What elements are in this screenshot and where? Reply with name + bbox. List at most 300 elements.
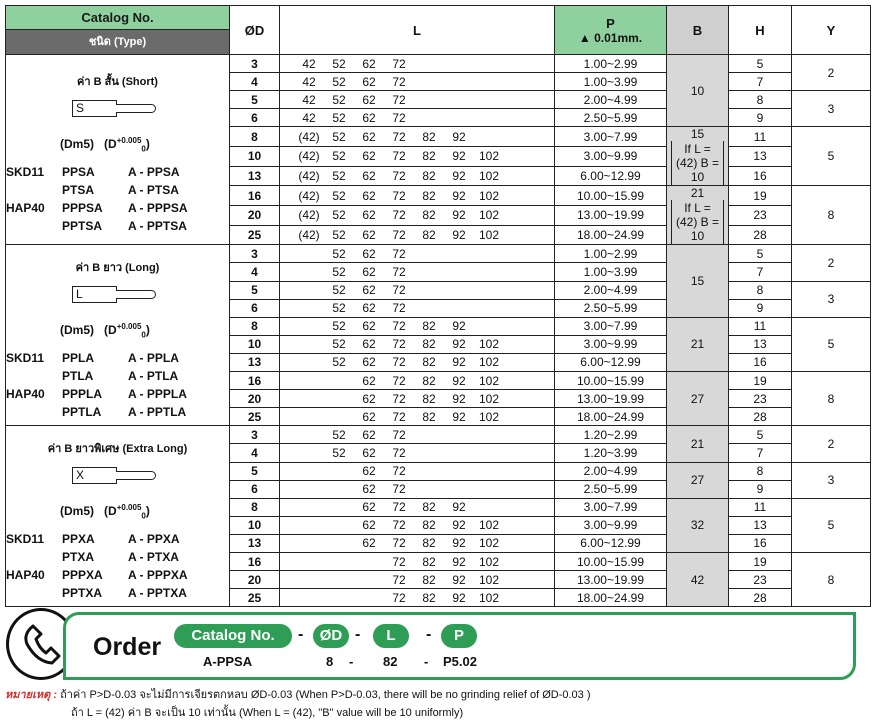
type-group: [6, 245, 230, 426]
l-cell: [280, 552, 555, 570]
up-arrow-icon: ▲: [578, 30, 591, 45]
b-note: If L = (42) B = 10: [671, 141, 724, 185]
h-cell: 13: [729, 516, 792, 534]
p-cell: 3.00~7.99: [555, 317, 667, 335]
l-value: 72: [392, 427, 406, 442]
l-value: 52: [332, 56, 346, 71]
b-value: 15: [690, 127, 705, 142]
l-value: 72: [392, 482, 406, 497]
code-row: [6, 199, 229, 217]
pin-letter: L: [72, 286, 117, 303]
l-cell: [280, 245, 555, 263]
l-value: 92: [452, 518, 466, 533]
h-cell: 28: [729, 408, 792, 426]
l-cell: [280, 206, 555, 226]
y-header: Y: [792, 6, 871, 55]
l-value: 72: [392, 110, 406, 125]
l-value: 52: [332, 427, 346, 442]
l-value: 72: [392, 572, 406, 587]
code-row: [6, 349, 229, 367]
y-cell: 5: [792, 127, 871, 186]
l-value: (42): [298, 208, 320, 223]
l-cell: [280, 317, 555, 335]
b-cell: [667, 55, 729, 127]
code-row: [6, 530, 229, 548]
d-cell: 10: [230, 516, 280, 534]
p-unit: [555, 31, 666, 45]
l-value: 52: [332, 129, 346, 144]
l-value: 62: [362, 500, 376, 515]
catalog-pill: Catalog No.: [174, 624, 292, 648]
h-cell: 8: [729, 281, 792, 299]
l-pill: L: [373, 624, 409, 648]
p-cell: 1.00~2.99: [555, 55, 667, 73]
l-value: 82: [422, 188, 436, 203]
tol-close: ): [145, 503, 150, 518]
h-cell: 7: [729, 263, 792, 281]
example-sep: -: [424, 654, 429, 669]
code-a: A - PTSA: [128, 183, 179, 198]
l-value: 52: [332, 228, 346, 243]
p-cell: 2.50~5.99: [555, 480, 667, 498]
code-a: A - PPXA: [128, 531, 180, 546]
l-value: 72: [392, 409, 406, 424]
l-value: 52: [332, 301, 346, 316]
dm-label: (Dm5): [60, 322, 95, 337]
l-value: 62: [362, 319, 376, 334]
l-cell: [280, 109, 555, 127]
l-value: 82: [422, 355, 436, 370]
l-value: 92: [452, 500, 466, 515]
l-value: 72: [392, 74, 406, 89]
type-group: [6, 426, 230, 607]
p-cell: 1.00~3.99: [555, 73, 667, 91]
l-value: 72: [392, 92, 406, 107]
remark-label: หมายเหตุ :: [5, 689, 57, 701]
l-value: 62: [362, 169, 376, 184]
l-value: 62: [362, 246, 376, 261]
catalog-no-label: Catalog No.: [6, 6, 229, 30]
l-value: 52: [332, 74, 346, 89]
code-a: A - PPLA: [128, 351, 179, 366]
code: PPPXA: [62, 567, 103, 582]
b-cell: [667, 186, 729, 245]
l-value: 92: [452, 208, 466, 223]
h-cell: 13: [729, 335, 792, 353]
p-cell: 2.50~5.99: [555, 299, 667, 317]
l-cell: [280, 444, 555, 462]
l-value: 52: [332, 319, 346, 334]
l-value: 62: [362, 129, 376, 144]
h-cell: 8: [729, 91, 792, 109]
l-value: 52: [332, 283, 346, 298]
p-cell: 10.00~15.99: [555, 372, 667, 390]
y-cell: 2: [792, 55, 871, 91]
l-value: 72: [392, 149, 406, 164]
l-value: 62: [362, 74, 376, 89]
l-cell: [280, 335, 555, 353]
l-cell: [280, 516, 555, 534]
l-value: 72: [392, 228, 406, 243]
l-value: 92: [452, 228, 466, 243]
p-cell: 3.00~9.99: [555, 147, 667, 167]
code: PTSA: [62, 183, 95, 198]
l-value: 82: [422, 590, 436, 605]
l-value: 62: [362, 373, 376, 388]
tol-up: +0.005: [116, 135, 142, 145]
l-value: 92: [452, 572, 466, 587]
p-cell: 1.20~2.99: [555, 426, 667, 444]
p-cell: 2.00~4.99: [555, 91, 667, 109]
h-cell: 7: [729, 73, 792, 91]
l-value: 42: [302, 74, 316, 89]
tol-up: +0.005: [116, 321, 142, 331]
l-value: 92: [452, 337, 466, 352]
p-cell: 1.00~2.99: [555, 245, 667, 263]
d-cell: 10: [230, 147, 280, 167]
l-value: 92: [452, 391, 466, 406]
l-value: 82: [422, 169, 436, 184]
code-list: [6, 349, 229, 421]
b-value: 27: [690, 473, 705, 488]
d-cell: 6: [230, 299, 280, 317]
p-cell: 3.00~9.99: [555, 516, 667, 534]
y-cell: 3: [792, 281, 871, 317]
l-value: 102: [478, 208, 500, 223]
l-value: 62: [362, 482, 376, 497]
l-value: 92: [452, 188, 466, 203]
phone-icon: [21, 622, 61, 666]
l-cell: [280, 390, 555, 408]
l-cell: [280, 147, 555, 167]
h-cell: 19: [729, 552, 792, 570]
l-value: 92: [452, 169, 466, 184]
l-value: 72: [392, 554, 406, 569]
code-row: [6, 584, 229, 602]
l-cell: [280, 534, 555, 552]
remark: [5, 686, 870, 722]
l-value: 62: [362, 228, 376, 243]
tol-d: (D: [104, 136, 117, 151]
p-cell: 1.00~3.99: [555, 263, 667, 281]
l-cell: [280, 498, 555, 516]
l-value: 72: [392, 373, 406, 388]
l-value: (42): [298, 169, 320, 184]
l-value: 82: [422, 228, 436, 243]
code-row: [6, 403, 229, 421]
l-value: 52: [332, 92, 346, 107]
l-value: 62: [362, 110, 376, 125]
l-header: L: [280, 6, 555, 55]
b-cell: [667, 426, 729, 462]
b-header: B: [667, 6, 729, 55]
l-value: 82: [422, 149, 436, 164]
example-sep: -: [349, 654, 354, 669]
b-cell: [667, 127, 729, 186]
h-cell: 13: [729, 147, 792, 167]
code: PTLA: [62, 369, 94, 384]
l-cell: [280, 73, 555, 91]
pin-shank: [116, 471, 156, 480]
h-cell: 8: [729, 462, 792, 480]
l-value: 52: [332, 188, 346, 203]
l-cell: [280, 426, 555, 444]
b-value: 42: [690, 572, 705, 587]
dm-label: (Dm5): [60, 503, 95, 518]
code-row: [6, 385, 229, 403]
b-value: 21: [690, 337, 705, 352]
l-value: 52: [332, 337, 346, 352]
l-value: (42): [298, 188, 320, 203]
code-row: [6, 367, 229, 385]
p-cell: 6.00~12.99: [555, 166, 667, 186]
l-value: 82: [422, 554, 436, 569]
y-cell: 2: [792, 426, 871, 462]
code: PPPLA: [62, 387, 103, 402]
b-cell: [667, 552, 729, 606]
l-value: 92: [452, 373, 466, 388]
p-cell: 18.00~24.99: [555, 408, 667, 426]
l-value: 62: [362, 188, 376, 203]
y-cell: 8: [792, 186, 871, 245]
l-value: 102: [478, 337, 500, 352]
pin-diagram: [66, 286, 229, 306]
d-cell: 8: [230, 498, 280, 516]
b-cell: [667, 462, 729, 498]
h-cell: 16: [729, 534, 792, 552]
l-value: 102: [478, 188, 500, 203]
l-cell: [280, 353, 555, 371]
code: PPLA: [62, 351, 95, 366]
h-cell: 23: [729, 571, 792, 589]
y-cell: 2: [792, 245, 871, 281]
l-value: 72: [392, 518, 406, 533]
l-value: 102: [478, 149, 500, 164]
d-cell: 16: [230, 186, 280, 206]
l-value: 52: [332, 445, 346, 460]
l-value: (42): [298, 129, 320, 144]
h-cell: 19: [729, 372, 792, 390]
example-l: 82: [383, 654, 398, 669]
p-cell: 18.00~24.99: [555, 589, 667, 607]
code-row: [6, 217, 229, 235]
code: PTXA: [62, 549, 95, 564]
d-cell: 16: [230, 372, 280, 390]
tol-close: ): [145, 136, 150, 151]
d-cell: 3: [230, 55, 280, 73]
l-value: 82: [422, 208, 436, 223]
p-cell: 3.00~7.99: [555, 127, 667, 147]
l-value: 102: [478, 169, 500, 184]
l-value: 82: [422, 319, 436, 334]
b-value: 21: [690, 186, 705, 201]
d-cell: 3: [230, 426, 280, 444]
group-title: ค่า B ยาวพิเศษ (Extra Long): [47, 442, 188, 455]
l-cell: [280, 91, 555, 109]
l-value: 82: [422, 536, 436, 551]
code-row: [6, 548, 229, 566]
d-cell: 5: [230, 91, 280, 109]
l-value: 102: [478, 373, 500, 388]
d-cell: 16: [230, 552, 280, 570]
l-value: 62: [362, 355, 376, 370]
l-value: 62: [362, 149, 376, 164]
catalog-header: [6, 6, 230, 55]
l-value: 102: [478, 554, 500, 569]
l-value: 102: [478, 590, 500, 605]
d-cell: 25: [230, 225, 280, 245]
l-value: 102: [478, 409, 500, 424]
l-value: 72: [392, 319, 406, 334]
h-cell: 23: [729, 390, 792, 408]
tol-low: 0: [141, 330, 146, 340]
tol-low: 0: [141, 510, 146, 520]
l-value: 72: [392, 56, 406, 71]
tol-d: (D: [104, 322, 117, 337]
d-cell: 5: [230, 281, 280, 299]
p-cell: 1.20~3.99: [555, 444, 667, 462]
p-cell: 2.00~4.99: [555, 281, 667, 299]
l-value: 92: [452, 536, 466, 551]
p-cell: 2.00~4.99: [555, 462, 667, 480]
order-label: Order: [93, 633, 162, 661]
h-cell: 11: [729, 127, 792, 147]
d-cell: 3: [230, 245, 280, 263]
y-cell: 5: [792, 317, 871, 371]
d-cell: 6: [230, 480, 280, 498]
h-header: H: [729, 6, 792, 55]
l-value: 62: [362, 337, 376, 352]
p-cell: 13.00~19.99: [555, 571, 667, 589]
y-cell: 8: [792, 372, 871, 426]
d-cell: 4: [230, 263, 280, 281]
type-group: [6, 55, 230, 245]
d-cell: 25: [230, 408, 280, 426]
l-cell: [280, 263, 555, 281]
h-cell: 9: [729, 109, 792, 127]
l-value: 62: [362, 427, 376, 442]
group-title: ค่า B ยาว (Long): [75, 261, 160, 274]
l-value: 72: [392, 283, 406, 298]
tol-close: ): [145, 322, 150, 337]
table-row: [6, 245, 871, 263]
pin-diagram: [66, 467, 229, 487]
b-note: If L = (42) B = 10: [671, 200, 724, 244]
code-list: [6, 530, 229, 602]
spec-table: [5, 5, 871, 607]
remark-line-1: ถ้าค่า P>D-0.03 จะไม่มีการเจียรตกหลบ ØD-0.03 (When P>D-0.03, there will be no grinding relief of ØD-0.03 ): [60, 689, 591, 701]
l-value: 62: [362, 464, 376, 479]
d-pill: ØD: [313, 624, 349, 648]
h-cell: 11: [729, 498, 792, 516]
type-label: ชนิด (Type): [6, 30, 229, 54]
l-value: 62: [362, 409, 376, 424]
b-value: 15: [690, 274, 705, 289]
code-a: A - PTXA: [128, 549, 179, 564]
l-value: 82: [422, 572, 436, 587]
b-cell: [667, 498, 729, 552]
l-value: 72: [392, 129, 406, 144]
l-value: 82: [422, 391, 436, 406]
h-cell: 16: [729, 353, 792, 371]
b-value: 21: [690, 436, 705, 451]
l-value: 62: [362, 518, 376, 533]
p-cell: 10.00~15.99: [555, 186, 667, 206]
y-cell: 5: [792, 498, 871, 552]
h-cell: 28: [729, 589, 792, 607]
p-cell: 2.50~5.99: [555, 109, 667, 127]
b-cell: [667, 245, 729, 317]
material: SKD11: [6, 351, 45, 366]
l-value: 82: [422, 337, 436, 352]
d-cell: 8: [230, 317, 280, 335]
l-value: 62: [362, 391, 376, 406]
l-value: 72: [392, 265, 406, 280]
p-cell: 10.00~15.99: [555, 552, 667, 570]
d-cell: 13: [230, 353, 280, 371]
material: HAP40: [6, 567, 45, 582]
y-cell: 3: [792, 91, 871, 127]
dm-label: (Dm5): [60, 136, 95, 151]
code: PPPSA: [62, 201, 103, 216]
l-value: 92: [452, 554, 466, 569]
l-value: 72: [392, 301, 406, 316]
l-cell: [280, 127, 555, 147]
h-cell: 19: [729, 186, 792, 206]
l-value: 72: [392, 391, 406, 406]
d-cell: 20: [230, 390, 280, 408]
d-cell: 20: [230, 206, 280, 226]
code: PPTSA: [62, 219, 103, 234]
l-value: 92: [452, 409, 466, 424]
h-cell: 5: [729, 245, 792, 263]
code-a: A - PPTLA: [128, 405, 187, 420]
l-value: 82: [422, 518, 436, 533]
l-value: 52: [332, 110, 346, 125]
material: HAP40: [6, 201, 45, 216]
l-value: 62: [362, 283, 376, 298]
l-value: 102: [478, 355, 500, 370]
b-cell: [667, 317, 729, 371]
y-cell: 8: [792, 552, 871, 606]
code-a: A - PPPSA: [128, 201, 188, 216]
p-cell: 6.00~12.99: [555, 534, 667, 552]
l-cell: [280, 299, 555, 317]
h-cell: 11: [729, 317, 792, 335]
p-cell: 13.00~19.99: [555, 206, 667, 226]
p-header: [555, 6, 667, 55]
h-cell: 7: [729, 444, 792, 462]
l-value: 72: [392, 590, 406, 605]
l-value: 42: [302, 92, 316, 107]
l-value: 72: [392, 246, 406, 261]
p-cell: 3.00~7.99: [555, 498, 667, 516]
l-value: 92: [452, 129, 466, 144]
l-value: 62: [362, 265, 376, 280]
y-cell: 3: [792, 462, 871, 498]
l-value: 82: [422, 409, 436, 424]
l-value: 62: [362, 92, 376, 107]
l-value: 92: [452, 149, 466, 164]
d-cell: 13: [230, 534, 280, 552]
l-value: 52: [332, 169, 346, 184]
b-value: 32: [690, 518, 705, 533]
example-p: P5.02: [443, 654, 477, 669]
l-cell: [280, 281, 555, 299]
d-cell: 4: [230, 444, 280, 462]
tol-low: 0: [141, 144, 146, 154]
l-value: 42: [302, 110, 316, 125]
